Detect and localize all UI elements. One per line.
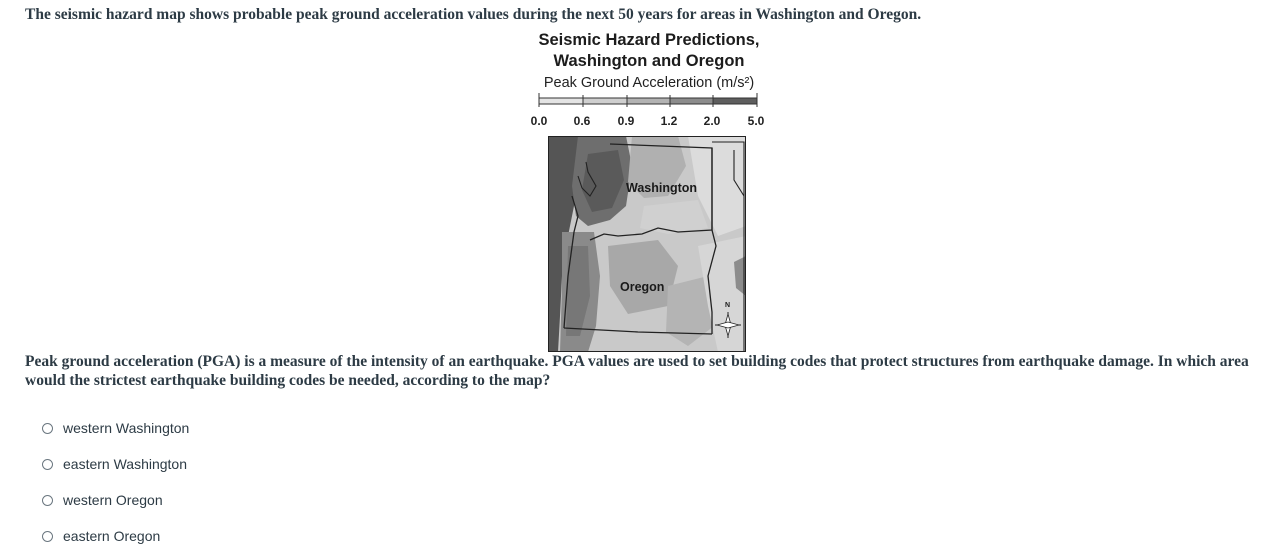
answer-option-western-oregon[interactable] bbox=[42, 490, 163, 510]
figure-subtitle: Peak Ground Acceleration (m/s²) bbox=[543, 75, 755, 91]
answer-option-eastern-oregon[interactable] bbox=[42, 526, 160, 546]
answer-option-label: western Washington bbox=[63, 420, 190, 436]
legend-tick-label: 0.9 bbox=[617, 114, 635, 128]
answer-option-label: western Oregon bbox=[63, 492, 163, 508]
legend-tick-label: 0.6 bbox=[573, 114, 591, 128]
answer-option-label: eastern Oregon bbox=[63, 528, 161, 544]
map-label-washington: Washington bbox=[626, 181, 698, 195]
figure-title-line-2: Washington and Oregon bbox=[553, 52, 745, 70]
map-label-oregon: Oregon bbox=[620, 280, 665, 294]
figure-title-line-1: Seismic Hazard Predictions, bbox=[538, 31, 760, 49]
question-stem: Peak ground acceleration (PGA) is a measure of the intensity of an earthquake. PGA values are used to set building codes that protect structures from earthquake damage. In which area would the strictest earthquake building codes be needed, according to the map? bbox=[25, 353, 1249, 389]
legend-tick-label: 5.0 bbox=[747, 114, 765, 128]
radio-button[interactable] bbox=[42, 459, 53, 470]
seismic-hazard-map bbox=[548, 136, 746, 352]
legend-scale-bar bbox=[520, 90, 780, 120]
legend-tick-label: 1.2 bbox=[660, 114, 678, 128]
answer-option-western-washington[interactable] bbox=[42, 418, 189, 438]
legend-tick-label: 2.0 bbox=[703, 114, 721, 128]
legend-tick-label: 0.0 bbox=[530, 114, 548, 128]
radio-button[interactable] bbox=[42, 423, 53, 434]
map-image bbox=[548, 136, 746, 352]
radio-button[interactable] bbox=[42, 495, 53, 506]
map-label-north: N bbox=[725, 302, 731, 309]
question-intro: The seismic hazard map shows probable peak ground acceleration values during the next 50 years for areas in Washington and Oregon. bbox=[25, 6, 922, 23]
radio-button[interactable] bbox=[42, 531, 53, 542]
answer-option-eastern-washington[interactable] bbox=[42, 454, 187, 474]
answer-option-label: eastern Washington bbox=[63, 456, 187, 472]
